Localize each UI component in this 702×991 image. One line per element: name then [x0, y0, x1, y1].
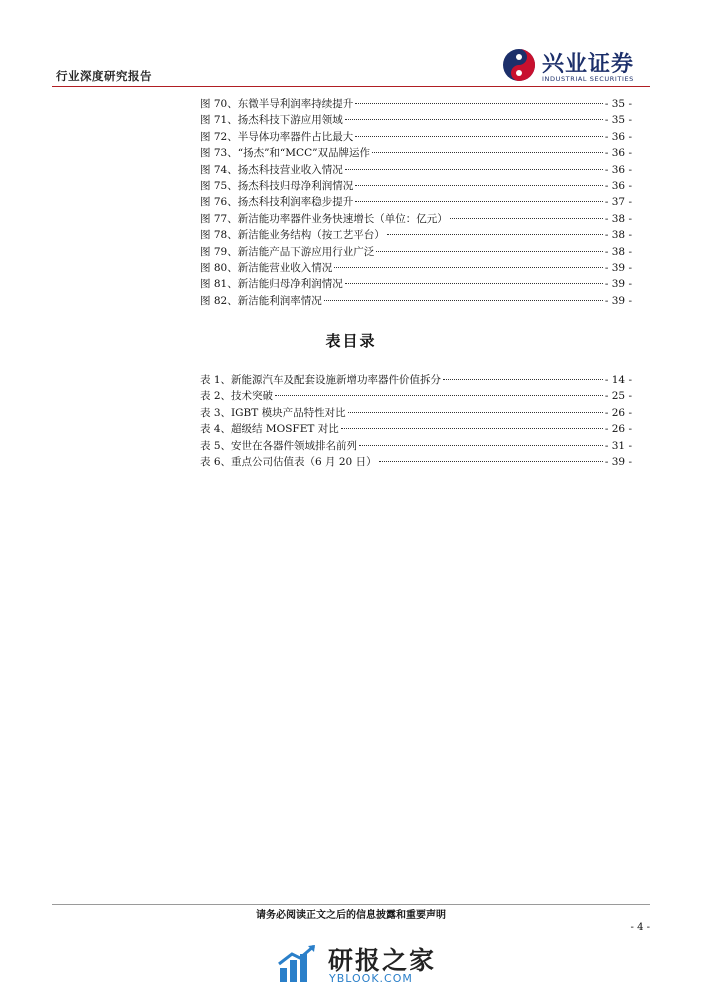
toc-entry-page: - 38 - [604, 245, 632, 258]
toc-entry-page: - 39 - [604, 278, 632, 291]
toc-dot-leader [345, 283, 603, 284]
toc-entry-page: - 25 - [604, 390, 632, 403]
table-toc-list [200, 372, 632, 470]
toc-entry-page: - 38 - [604, 229, 632, 242]
figure-toc-entry[interactable] [200, 194, 632, 210]
figure-toc-list [200, 96, 632, 309]
toc-entry-label: 表 2、技术突破 [200, 390, 274, 403]
toc-dot-leader [275, 395, 603, 396]
table-toc-entry[interactable] [200, 438, 632, 454]
toc-entry-page: - 36 - [604, 163, 632, 176]
figure-toc-entry[interactable] [200, 178, 632, 194]
toc-entry-label: 表 3、IGBT 模块产品特性对比 [200, 406, 346, 419]
bar-chart-icon [276, 942, 320, 986]
toc-dot-leader [324, 300, 603, 301]
toc-entry-label: 表 4、超级结 MOSFET 对比 [200, 423, 339, 436]
toc-entry-label: 图 82、新洁能利润率情况 [200, 294, 322, 307]
toc-entry-page: - 39 - [604, 294, 632, 307]
figure-toc-entry[interactable] [200, 260, 632, 276]
toc-dot-leader [355, 103, 603, 104]
watermark-text-cn: 研报之家 [328, 946, 437, 975]
figure-toc-entry[interactable] [200, 293, 632, 309]
toc-entry-label: 图 78、新洁能业务结构（按工艺平台） [200, 229, 385, 242]
toc-dot-leader [376, 251, 603, 252]
toc-entry-label: 图 76、扬杰科技利润率稳步提升 [200, 196, 354, 209]
toc-entry-page: - 35 - [604, 98, 632, 110]
table-toc-entry[interactable] [200, 421, 632, 437]
figure-toc-entry[interactable] [200, 211, 632, 227]
logo-text-en: INDUSTRIAL SECURITIES [542, 75, 634, 83]
figure-toc-entry[interactable] [200, 96, 632, 112]
logo-text-cn: 兴业证券 [542, 52, 635, 77]
toc-dot-leader [355, 201, 603, 202]
toc-entry-page: - 26 - [604, 423, 632, 436]
figure-toc-entry[interactable] [200, 276, 632, 292]
toc-entry-page: - 31 - [604, 439, 632, 452]
toc-entry-page: - 36 - [604, 130, 632, 143]
toc-dot-leader [379, 461, 603, 462]
toc-dot-leader [443, 379, 603, 380]
tables-toc-heading: 表目录 [325, 332, 377, 350]
toc-entry-page: - 35 - [604, 114, 632, 127]
toc-entry-label: 表 5、安世在各器件领域排名前列 [200, 439, 358, 452]
toc-dot-leader [348, 412, 603, 413]
toc-entry-page: - 36 - [604, 147, 632, 160]
toc-entry-page: - 36 - [604, 179, 632, 192]
toc-dot-leader [450, 218, 603, 219]
figure-toc-entry[interactable] [200, 145, 632, 161]
toc-dot-leader [341, 428, 603, 429]
toc-entry-page: - 38 - [604, 212, 632, 225]
toc-entry-label: 图 73、“扬杰”和“MCC”双品牌运作 [200, 147, 370, 160]
toc-entry-page: - 14 - [604, 374, 632, 386]
toc-dot-leader [359, 445, 603, 446]
toc-entry-label: 表 6、重点公司估值表（6 月 20 日） [200, 455, 377, 468]
watermark-text-en: YBLOOK.COM [329, 972, 413, 985]
company-logo [502, 46, 652, 86]
footer-divider [52, 904, 650, 905]
toc-entry-label: 图 72、半导体功率器件占比最大 [200, 130, 354, 143]
figure-toc-entry[interactable] [200, 244, 632, 260]
toc-entry-label: 表 1、新能源汽车及配套设施新增功率器件价值拆分 [200, 374, 442, 386]
toc-entry-label: 图 71、扬杰科技下游应用领域 [200, 114, 343, 127]
toc-entry-label: 图 81、新洁能归母净利润情况 [200, 278, 343, 291]
toc-entry-page: - 39 - [604, 455, 632, 468]
figure-toc-entry[interactable] [200, 162, 632, 178]
toc-dot-leader [334, 267, 603, 268]
toc-entry-label: 图 70、东微半导利润率持续提升 [200, 98, 354, 110]
toc-entry-page: - 39 - [604, 261, 632, 274]
toc-dot-leader [372, 152, 603, 153]
toc-entry-label: 图 79、新洁能产品下游应用行业广泛 [200, 245, 375, 258]
figure-toc-entry[interactable] [200, 112, 632, 128]
toc-entry-page: - 26 - [604, 406, 632, 419]
toc-entry-page: - 37 - [604, 196, 632, 209]
toc-entry-label: 图 80、新洁能营业收入情况 [200, 261, 333, 274]
table-toc-entry[interactable] [200, 454, 632, 470]
toc-entry-label: 图 74、扬杰科技营业收入情况 [200, 163, 343, 176]
report-type-label: 行业深度研究报告 [56, 69, 152, 83]
watermark [276, 940, 466, 990]
toc-dot-leader [355, 185, 603, 186]
figure-toc-entry[interactable] [200, 227, 632, 243]
toc-entry-label: 图 75、扬杰科技归母净利润情况 [200, 179, 354, 192]
header-divider [52, 86, 650, 87]
figure-toc-entry[interactable] [200, 129, 632, 145]
toc-dot-leader [387, 234, 603, 235]
page-number: - 4 - [630, 922, 650, 933]
toc-entry-label: 图 77、新洁能功率器件业务快速增长（单位：亿元） [200, 212, 448, 225]
disclaimer-note: 请务必阅读正文之后的信息披露和重要声明 [256, 910, 446, 921]
toc-dot-leader [355, 136, 603, 137]
table-toc-entry[interactable] [200, 372, 632, 388]
toc-dot-leader [345, 119, 603, 120]
table-toc-entry[interactable] [200, 405, 632, 421]
industrial-securities-logo-icon [502, 48, 536, 82]
toc-dot-leader [345, 169, 603, 170]
table-toc-entry[interactable] [200, 388, 632, 404]
